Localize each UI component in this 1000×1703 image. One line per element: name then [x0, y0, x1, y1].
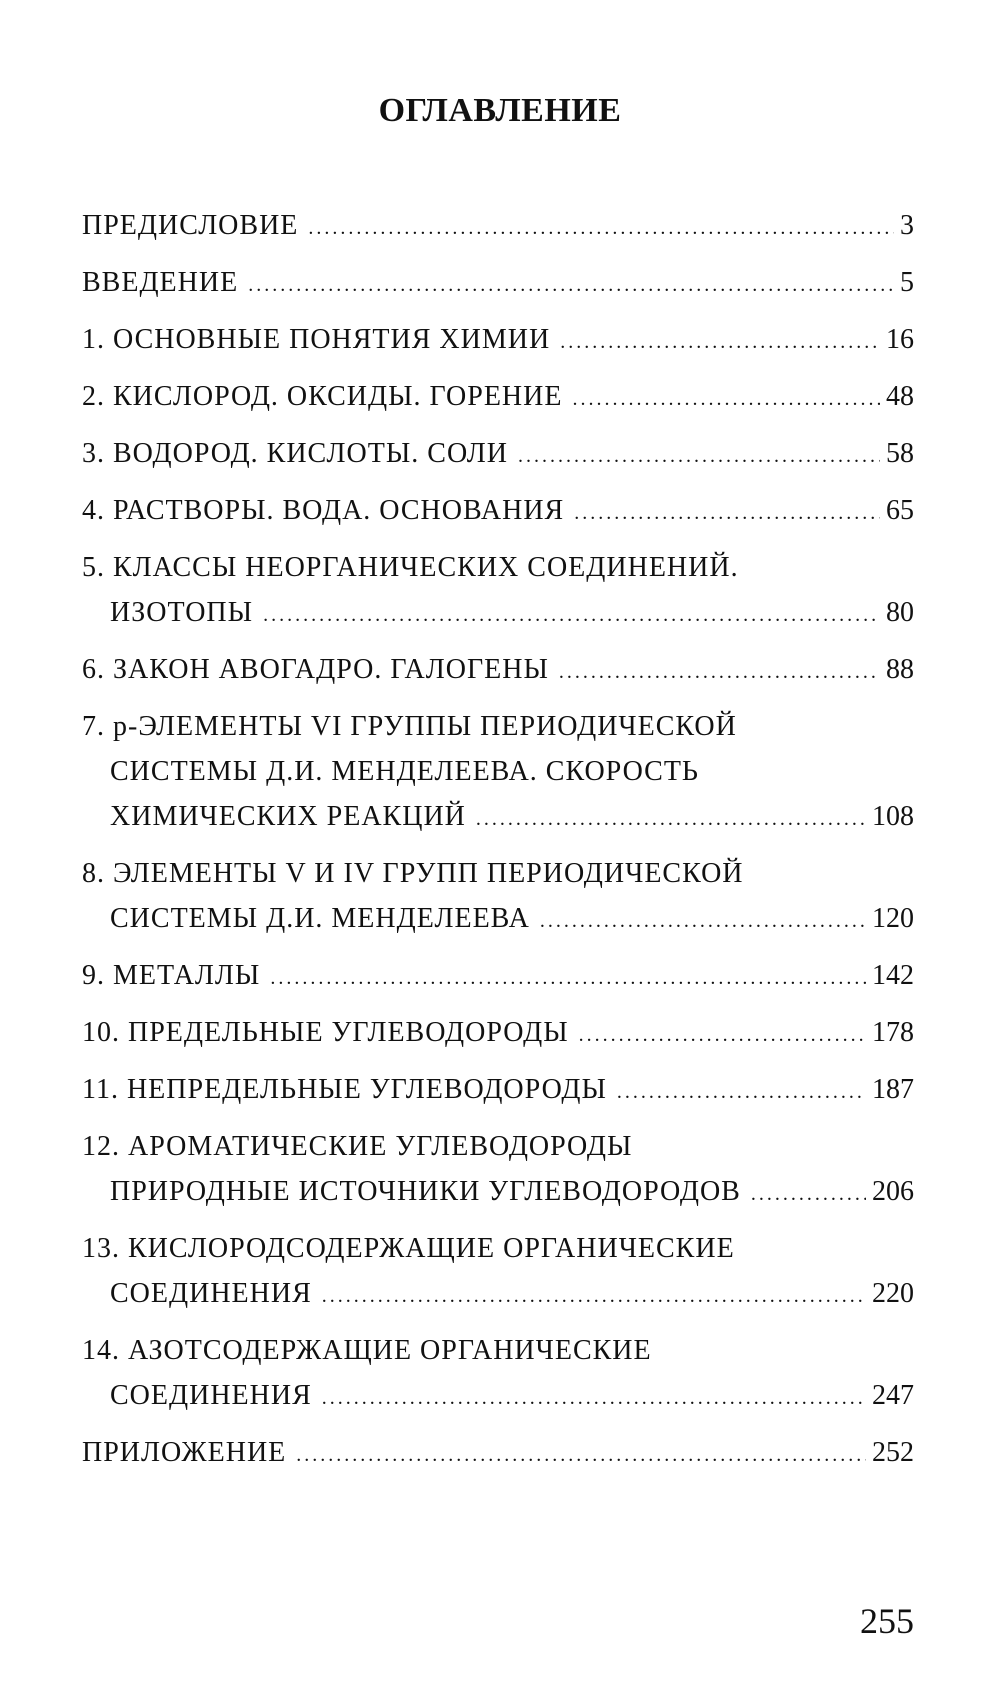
table-of-contents	[82, 210, 914, 1494]
toc-entry-title: 8. ЭЛЕМЕНТЫ V И IV ГРУПП ПЕРИОДИЧЕСКОЙ	[82, 858, 744, 889]
toc-entry-line	[82, 324, 914, 369]
toc-entry-title: ПРИЛОЖЕНИЕ	[82, 1437, 287, 1468]
dot-leader	[296, 1444, 866, 1467]
toc-page-number: 108	[872, 801, 914, 832]
toc-entry	[82, 711, 914, 846]
toc-entry-line	[82, 597, 914, 642]
toc-entry-title: 1. ОСНОВНЫЕ ПОНЯТИЯ ХИМИИ	[82, 324, 551, 355]
dot-leader	[322, 1285, 866, 1308]
toc-entry-title: ПРЕДИСЛОВИЕ	[82, 210, 299, 241]
toc-entry-line	[82, 858, 914, 903]
toc-entry	[82, 381, 914, 426]
toc-page-number: 88	[886, 654, 914, 685]
toc-entry-title: 13. КИСЛОРОДСОДЕРЖАЩИЕ ОРГАНИЧЕСКИЕ	[82, 1233, 735, 1264]
toc-entry-title: ХИМИЧЕСКИХ РЕАКЦИЙ	[110, 801, 466, 832]
toc-entry-line	[82, 1437, 914, 1482]
toc-entry	[82, 552, 914, 642]
toc-page-number: 16	[886, 324, 914, 355]
toc-entry-line	[82, 552, 914, 597]
toc-entry-title: 11. НЕПРЕДЕЛЬНЫЕ УГЛЕВОДОРОДЫ	[82, 1074, 607, 1105]
toc-entry	[82, 960, 914, 1005]
toc-page-number: 252	[872, 1437, 914, 1468]
toc-entry-line	[82, 756, 914, 801]
dot-leader	[559, 661, 880, 684]
toc-page-number: 187	[872, 1074, 914, 1105]
page-number: 255	[860, 1601, 914, 1641]
toc-entry-line	[82, 1380, 914, 1425]
toc-page-number: 220	[872, 1278, 914, 1309]
toc-entry-title: 12. АРОМАТИЧЕСКИЕ УГЛЕВОДОРОДЫ	[82, 1131, 633, 1162]
dot-leader	[572, 388, 880, 411]
toc-entry	[82, 495, 914, 540]
toc-entry-line	[82, 654, 914, 699]
toc-entry	[82, 1437, 914, 1482]
toc-page-number: 120	[872, 903, 914, 934]
toc-entry-line	[82, 711, 914, 756]
toc-entry-title: СОЕДИНЕНИЯ	[110, 1278, 312, 1309]
dot-leader	[617, 1081, 866, 1104]
toc-page-number: 206	[872, 1176, 914, 1207]
toc-page-number: 142	[872, 960, 914, 991]
page-title: ОГЛАВЛЕНИЕ	[378, 92, 622, 129]
toc-entry	[82, 1233, 914, 1323]
dot-leader	[540, 910, 866, 933]
toc-entry-line	[82, 495, 914, 540]
dot-leader	[322, 1387, 866, 1410]
toc-entry-title: СИСТЕМЫ Д.И. МЕНДЕЛЕЕВА	[110, 903, 530, 934]
toc-entry-line	[82, 1017, 914, 1062]
toc-entry-title: 5. КЛАССЫ НЕОРГАНИЧЕСКИХ СОЕДИНЕНИЙ.	[82, 552, 739, 583]
toc-entry-line	[82, 960, 914, 1005]
toc-entry	[82, 858, 914, 948]
toc-entry-title: ВВЕДЕНИЕ	[82, 267, 239, 298]
toc-page-number: 5	[900, 267, 914, 298]
toc-entry-title: 4. РАСТВОРЫ. ВОДА. ОСНОВАНИЯ	[82, 495, 565, 526]
toc-entry-title: ИЗОТОПЫ	[110, 597, 254, 628]
toc-page-number: 178	[872, 1017, 914, 1048]
toc-entry-line	[82, 381, 914, 426]
dot-leader	[476, 808, 866, 831]
toc-entry-title: 10. ПРЕДЕЛЬНЫЕ УГЛЕВОДОРОДЫ	[82, 1017, 569, 1048]
toc-entry-title: СИСТЕМЫ Д.И. МЕНДЕЛЕЕВА. СКОРОСТЬ	[110, 756, 700, 787]
toc-entry-line	[82, 801, 914, 846]
toc-entry-title: 14. АЗОТСОДЕРЖАЩИЕ ОРГАНИЧЕСКИЕ	[82, 1335, 652, 1366]
dot-leader	[574, 502, 880, 525]
dot-leader	[270, 967, 866, 990]
toc-entry-line	[82, 1176, 914, 1221]
toc-entry	[82, 210, 914, 255]
toc-entry-title: 6. ЗАКОН АВОГАДРО. ГАЛОГЕНЫ	[82, 654, 549, 685]
dot-leader	[248, 274, 894, 297]
toc-page-number: 65	[886, 495, 914, 526]
dot-leader	[308, 217, 894, 240]
toc-page-number: 247	[872, 1380, 914, 1411]
toc-entry-line	[82, 438, 914, 483]
toc-entry-line	[82, 1074, 914, 1119]
toc-entry-line	[82, 1233, 914, 1278]
dot-leader	[579, 1024, 866, 1047]
toc-entry-title: 2. КИСЛОРОД. ОКСИДЫ. ГОРЕНИЕ	[82, 381, 563, 412]
toc-entry-title: 7. p-ЭЛЕМЕНТЫ VI ГРУППЫ ПЕРИОДИЧЕСКОЙ	[82, 711, 737, 742]
toc-page-number: 58	[886, 438, 914, 469]
dot-leader	[560, 331, 880, 354]
toc-entry	[82, 1335, 914, 1425]
toc-entry-line	[82, 1131, 914, 1176]
toc-entry-title: СОЕДИНЕНИЯ	[110, 1380, 312, 1411]
toc-entry-line	[82, 1278, 914, 1323]
toc-entry-title: ПРИРОДНЫЕ ИСТОЧНИКИ УГЛЕВОДОРОДОВ	[110, 1176, 741, 1207]
toc-entry	[82, 1017, 914, 1062]
toc-entry	[82, 324, 914, 369]
toc-entry-line	[82, 210, 914, 255]
toc-page-number: 48	[886, 381, 914, 412]
toc-entry	[82, 1131, 914, 1221]
dot-leader	[751, 1183, 866, 1206]
toc-page-number: 3	[900, 210, 914, 241]
toc-page-number: 80	[886, 597, 914, 628]
toc-entry	[82, 654, 914, 699]
dot-leader	[518, 445, 880, 468]
dot-leader	[263, 604, 880, 627]
toc-entry-line	[82, 903, 914, 948]
toc-entry-title: 9. МЕТАЛЛЫ	[82, 960, 261, 991]
toc-entry-title: 3. ВОДОРОД. КИСЛОТЫ. СОЛИ	[82, 438, 508, 469]
toc-entry-line	[82, 267, 914, 312]
toc-entry	[82, 267, 914, 312]
toc-entry-line	[82, 1335, 914, 1380]
toc-entry	[82, 438, 914, 483]
toc-entry	[82, 1074, 914, 1119]
